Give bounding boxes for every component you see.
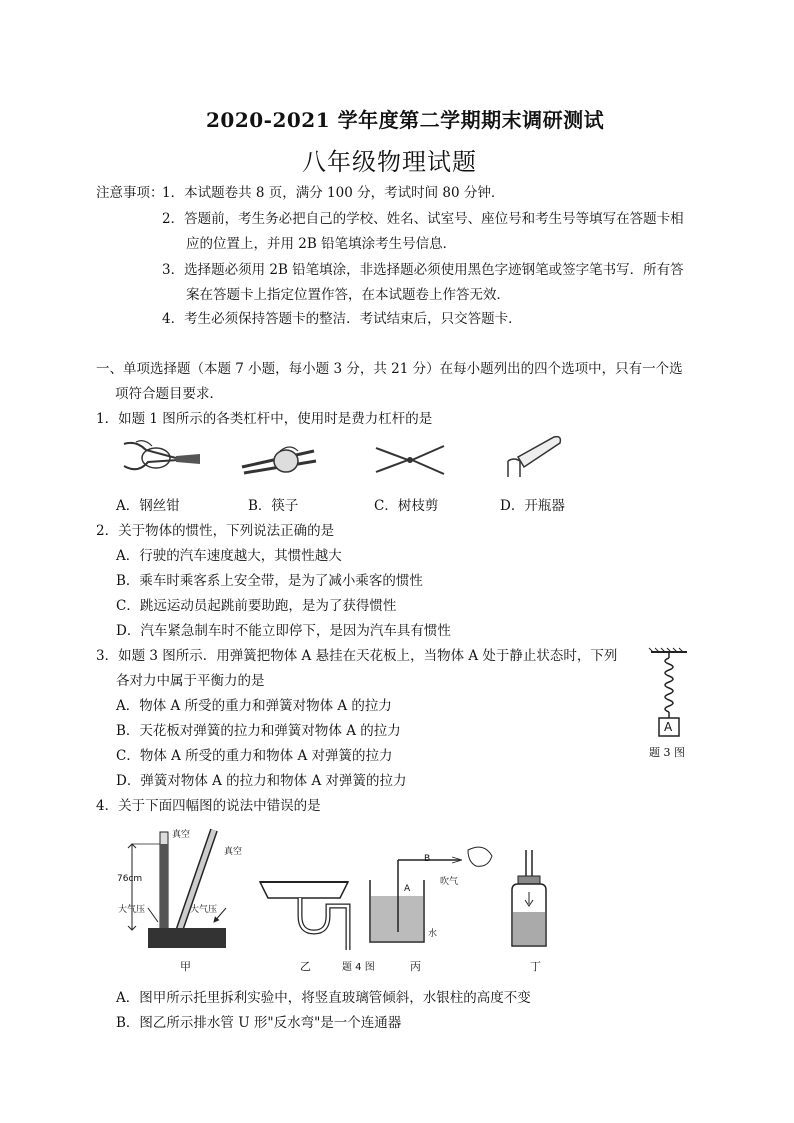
section-heading-cont: 项符合题目要求． — [115, 386, 223, 402]
q4-label-atm-2: 大气压 — [190, 905, 218, 915]
q4-label-jia: 甲 — [180, 960, 191, 973]
q1-figure-bottle-opener — [500, 433, 570, 483]
q1-option-b: B．筷子 — [248, 498, 299, 514]
q2-option-c: C．跳远运动员起跳前要助跑，是为了获得惯性 — [116, 598, 397, 614]
q4-figure-caption: 题 4 图 — [342, 962, 375, 973]
q1-figure-pliers — [116, 436, 206, 486]
q2-option-b: B．乘车时乘客系上安全带，是为了减小乘客的惯性 — [116, 573, 423, 589]
q4-figure-torricelli — [122, 822, 232, 952]
q4-label-blow: 吹气 — [440, 877, 459, 887]
q4-label-water: 水 — [428, 929, 438, 939]
q4-label-bing: 丙 — [410, 960, 421, 973]
q4-label-ding: 丁 — [530, 960, 541, 973]
q1-option-d: D．开瓶器 — [500, 498, 565, 514]
question-3-stem: 3．如题 3 图所示．用弹簧把物体 A 悬挂在天花板上，当物体 A 处于静止状态时，下列 — [96, 648, 618, 664]
q3-option-b: B．天花板对弹簧的拉力和弹簧对物体 A 的拉力 — [116, 723, 401, 739]
q3-option-a: A．物体 A 所受的重力和弹簧对物体 A 的拉力 — [116, 698, 392, 714]
notice-item: 应的位置上，并用 2B 铅笔填涂考生号信息． — [186, 236, 457, 252]
q4-label-a: A — [404, 884, 411, 894]
q1-figure-chopsticks — [240, 437, 320, 487]
section-heading: 一、单项选择题（本题 7 小题，每小题 3 分，共 21 分）在每小题列出的四个选项中，只有一个选 — [96, 361, 683, 377]
notice-item: 2．答题前，考生务必把自己的学校、姓名、试室号、座位号和考生号等填写在答题卡相 — [162, 211, 684, 227]
q4-label-yi: 乙 — [300, 960, 311, 973]
q4-label-vacuum-2: 真空 — [224, 847, 243, 857]
notice-item: 1．本试题卷共 8 页，满分 100 分，考试时间 80 分钟． — [162, 185, 505, 201]
question-1-stem: 1．如题 1 图所示的各类杠杆中，使用时是费力杠杆的是 — [96, 411, 433, 427]
q4-label-atm-1: 大气压 — [118, 905, 146, 915]
q1-figure-branch-shears — [372, 440, 452, 480]
notice-item: 案在答题卡上指定位置作答，在本试题卷上作答无效． — [186, 287, 510, 303]
notice-item: 4．考生必须保持答题卡的整洁．考试结束后，只交答题卡． — [162, 311, 522, 327]
q4-label-height: 76cm — [117, 874, 143, 884]
q3-figure-caption: 题 3 图 — [649, 746, 685, 759]
question-4-stem: 4．关于下面四幅图的说法中错误的是 — [96, 798, 321, 814]
q1-option-a: A．钢丝钳 — [116, 498, 180, 514]
q4-option-b: B．图乙所示排水管 U 形"反水弯"是一个连通器 — [116, 1015, 402, 1031]
notice-label: 注意事项： — [96, 185, 164, 201]
question-3-stem-cont: 各对力中属于平衡力的是 — [116, 673, 265, 689]
exam-subtitle: 八年级物理试题 — [302, 148, 477, 176]
q3-option-c: C．物体 A 所受的重力和物体 A 对弹簧的拉力 — [116, 748, 393, 764]
q4-label-vacuum: 真空 — [172, 830, 191, 840]
q4-option-a: A．图甲所示托里拆利实验中，将竖直玻璃管倾斜，水银柱的高度不变 — [116, 990, 531, 1006]
q3-option-d: D．弹簧对物体 A 的拉力和物体 A 对弹簧的拉力 — [116, 773, 407, 789]
q3-block-label: A — [664, 720, 673, 734]
q1-option-c: C．树枝剪 — [374, 498, 439, 514]
q2-option-d: D．汽车紧急制车时不能立即停下，是因为汽车具有惯性 — [116, 623, 451, 639]
exam-title: 2020-2021 学年度第二学期期末调研测试 — [206, 108, 605, 132]
q4-label-b: B — [424, 854, 431, 864]
notice-item: 3．选择题必须用 2B 铅笔填涂，非选择题必须使用黑色字迹钢笔或签字笔书写．所有答 — [162, 262, 684, 278]
question-2-stem: 2．关于物体的惯性，下列说法正确的是 — [96, 523, 335, 539]
q2-option-a: A．行驶的汽车速度越大，其惯性越大 — [116, 548, 342, 564]
q4-figure-sink-trap — [256, 876, 356, 956]
q4-figure-bottle — [504, 846, 564, 956]
